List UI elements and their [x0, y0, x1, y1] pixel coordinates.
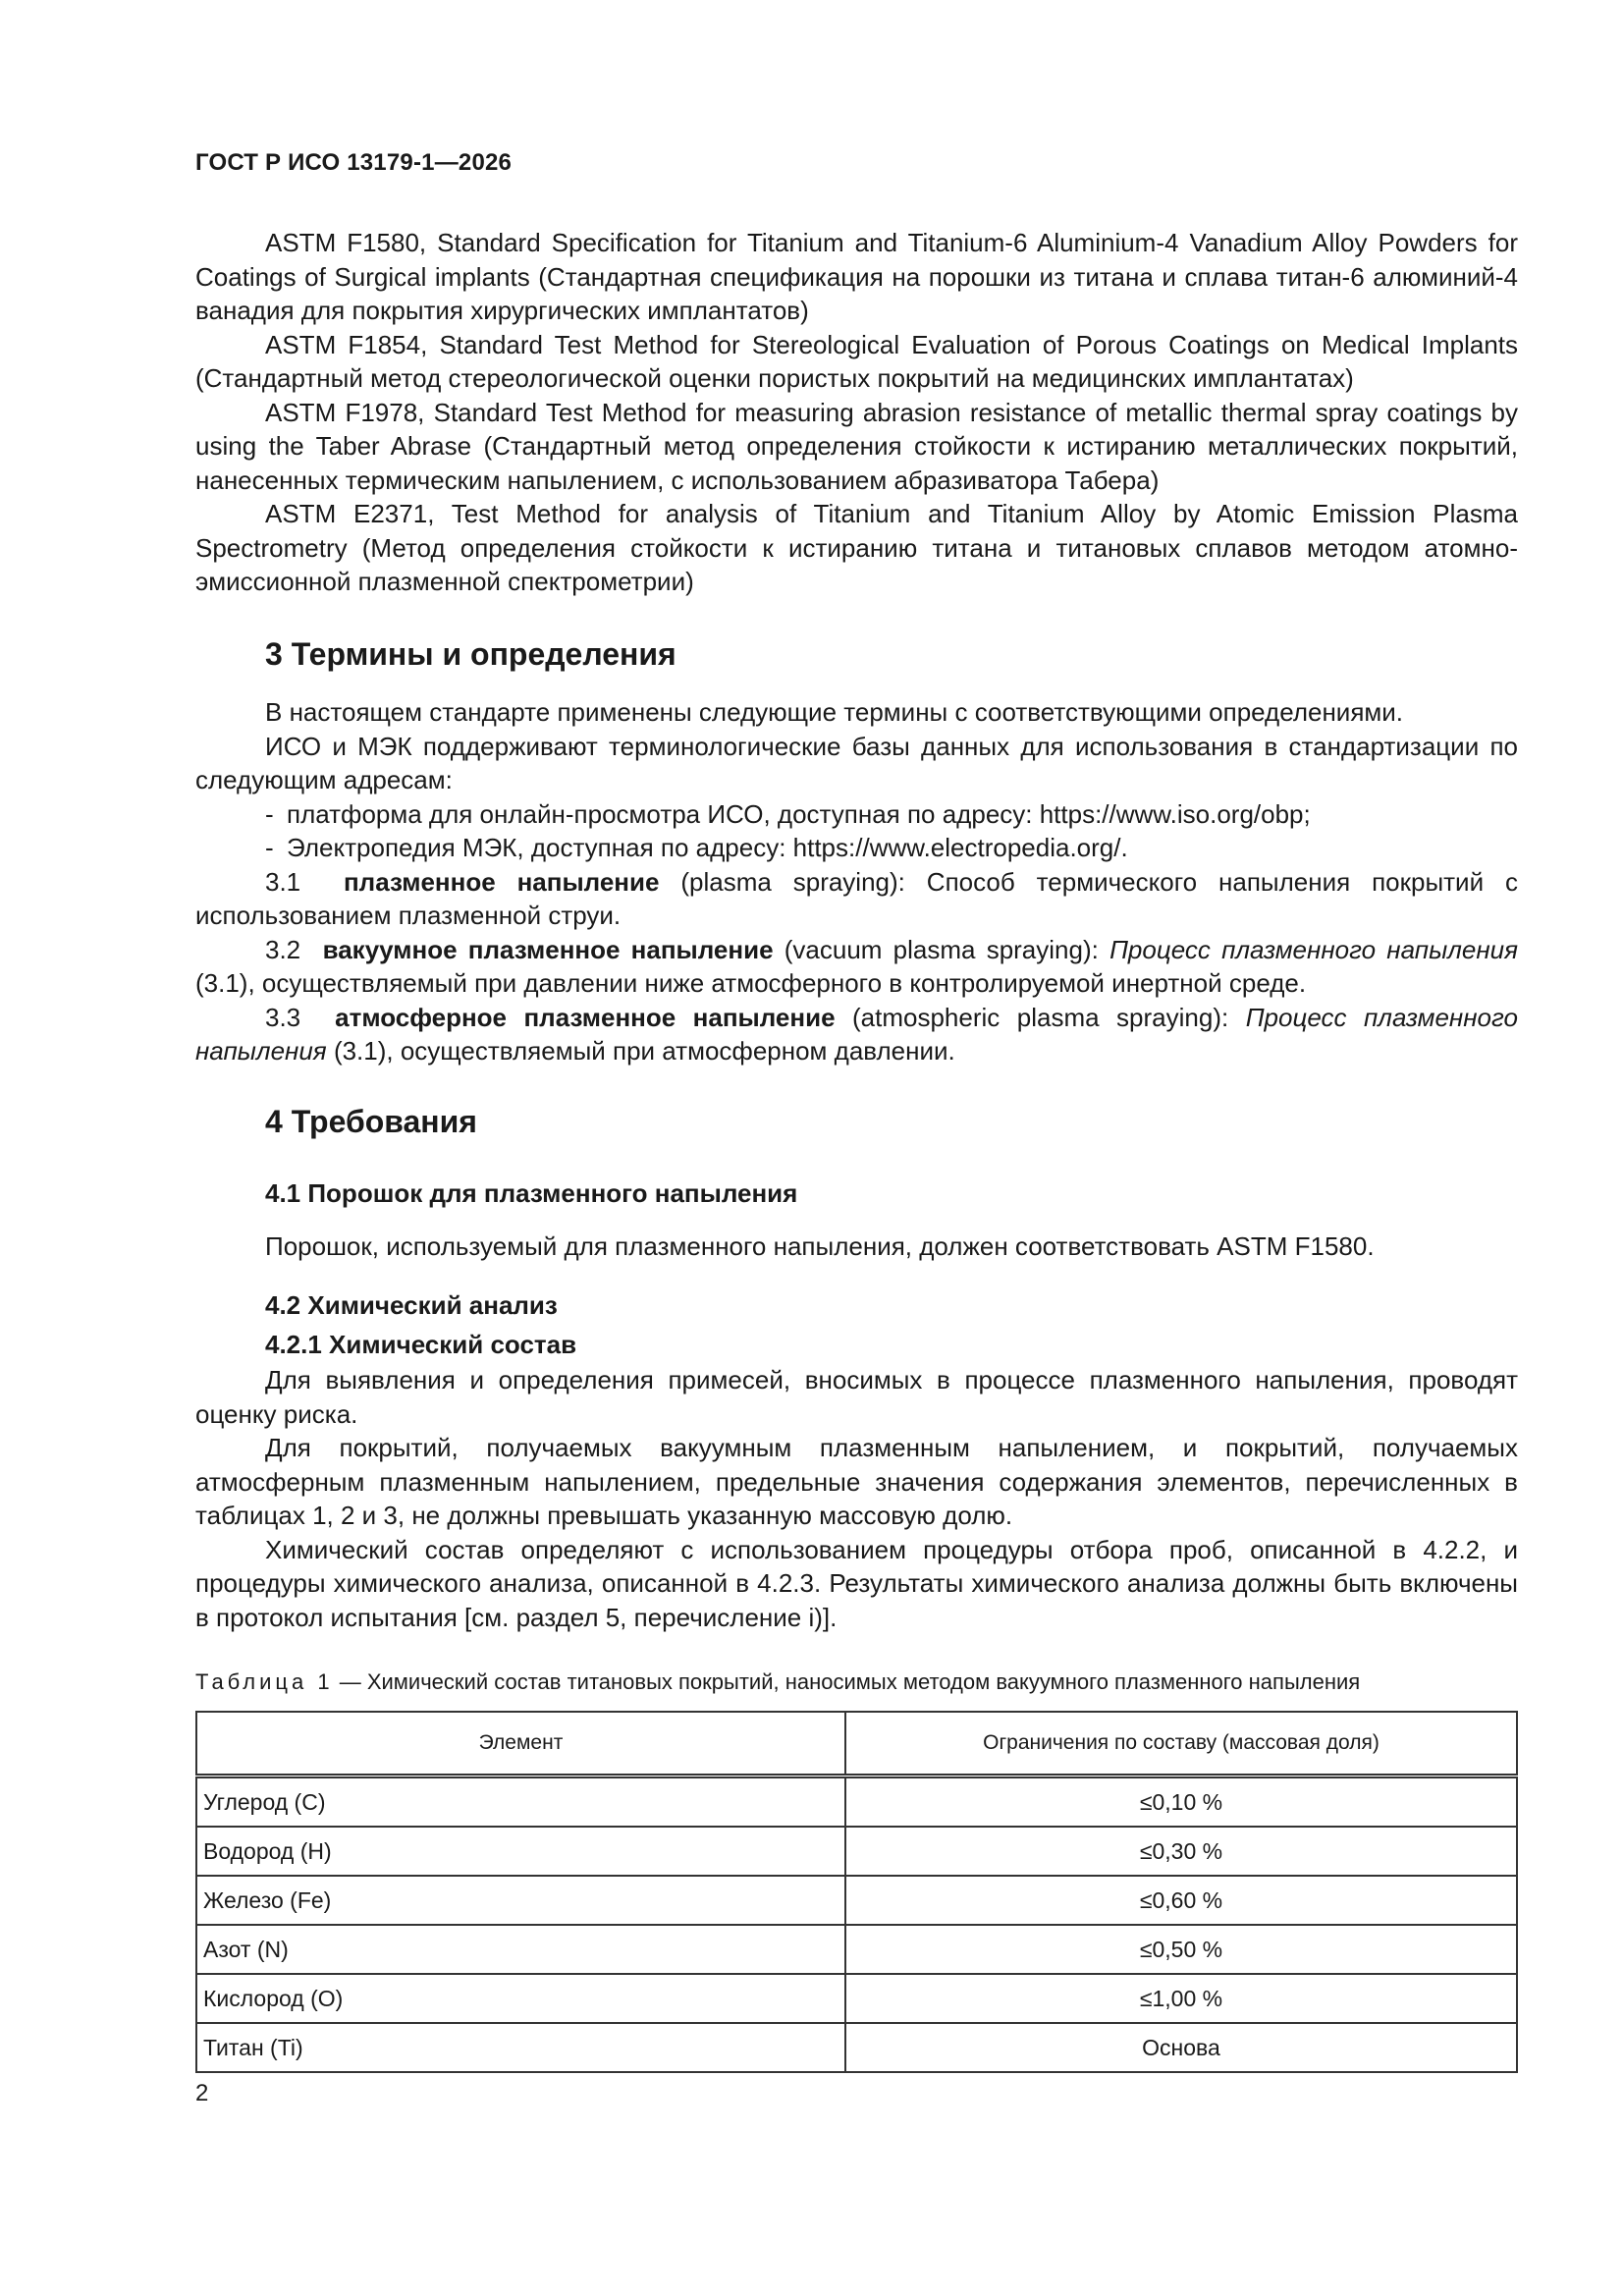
table-row [196, 1876, 1517, 1925]
normative-references-list [195, 226, 1518, 599]
element-cell: Железо (Fe) [196, 1876, 845, 1925]
limit-cell: ≤0,30 % [845, 1827, 1517, 1876]
section-4-1-heading: 4.1 Порошок для плазменного напыления [265, 1178, 798, 1208]
paragraph: Для покрытий, получаемых вакуумным плазменным напылением, и покрытий, получаемых атмосферным плазменным напылением, предельные значения содержания элементов, перечисленных в таблицах 1, 2 и 3, не должны превышать указанную массовую долю. [195, 1433, 1518, 1530]
table-row [196, 2023, 1517, 2072]
reference-item: ASTM F1580, Standard Specification for Titanium and Titanium-6 Aluminium-4 Vanadium Alloy Powders for Coatings of Surgical implants (Стандартная спецификация на порошки из титана и сплава титан-6 алюминий-4 ванадия для покрытия хирургических имплантатов) [195, 228, 1518, 325]
section-4-2-1-body [195, 1363, 1518, 1634]
term-name: плазменное напыление [343, 866, 660, 897]
document-header: ГОСТ Р ИСО 13179-1—2026 [195, 149, 513, 176]
limit-cell: ≤0,50 % [845, 1925, 1517, 1974]
reference-item: ASTM E2371, Test Method for analysis of Titanium and Titanium Alloy by Atomic Emission Plasma Spectrometry (Метод определения стойкости к истиранию титана и титановых сплавов методом атомно-эмиссионной плазменной спектрометрии) [195, 499, 1518, 596]
table-row [196, 1974, 1517, 2023]
table-1 [195, 1711, 1518, 2073]
section-4-2-heading: 4.2 Химический анализ [265, 1290, 558, 1320]
element-cell: Кислород (O) [196, 1974, 845, 2023]
section-4-1-text: Порошок, используемый для плазменного напыления, должен соответствовать ASTM F1580. [265, 1231, 1375, 1261]
term-name: атмосферное плазменное напыление [335, 1002, 836, 1032]
table-caption-text: — Химический состав титановых покрытий, наносимых методом вакуумного плазменного напыления [339, 1669, 1361, 1694]
element-cell: Водород (H) [196, 1827, 845, 1876]
element-cell: Титан (Ti) [196, 2023, 845, 2072]
term-3-2: 3.2 вакуумное плазменное напыление (vacuum plasma spraying): Процесс плазменного напыления (3.1), осуществляемый при давлении ниже атмосферного в контролируемой инертной среде. [195, 934, 1518, 998]
table-row [196, 1925, 1517, 1974]
limit-cell: ≤0,10 % [845, 1777, 1517, 1828]
limit-cell: Основа [845, 2023, 1517, 2072]
section-4-heading: 4 Требования [265, 1104, 477, 1139]
element-cell: Углерод (C) [196, 1777, 845, 1828]
table-row [196, 1827, 1517, 1876]
table-row [196, 1777, 1517, 1828]
table-1-caption [195, 1669, 1518, 1695]
element-cell: Азот (N) [196, 1925, 845, 1974]
column-header-limit: Ограничения по составу (массовая доля) [845, 1712, 1517, 1777]
limit-cell: ≤0,60 % [845, 1876, 1517, 1925]
term-3-3: 3.3 атмосферное плазменное напыление (atmospheric plasma spraying): Процесс плазменного напыления (3.1), осуществляемый при атмосферном давлении. [195, 1002, 1518, 1066]
section-3-intro: ИСО и МЭК поддерживают терминологические базы данных для использования в стандартизации по следующим адресам: [195, 731, 1518, 794]
reference-item: ASTM F1978, Standard Test Method for measuring abrasion resistance of metallic thermal spray coatings by using the Taber Abrase (Стандартный метод определения стойкости к истиранию металлических покрытий, нанесенных термическим напылением, с использованием абразиватора Табера) [195, 397, 1518, 495]
section-3-body [195, 695, 1518, 1068]
page-number: 2 [195, 2080, 209, 2106]
paragraph: Для выявления и определения примесей, вносимых в процессе плазменного напыления, проводят оценку риска. [195, 1365, 1518, 1429]
column-header-element: Элемент [196, 1712, 845, 1777]
list-item: - платформа для онлайн-просмотра ИСО, доступная по адресу: https://www.iso.org/obp; [265, 798, 1311, 829]
reference-item: ASTM F1854, Standard Test Method for Stereological Evaluation of Porous Coatings on Medical Implants (Стандартный метод стереологической оценки пористых покрытий на медицинских имплантатах) [195, 329, 1518, 393]
section-3-intro: В настоящем стандарте применены следующие термины с соответствующими определениями. [265, 697, 1404, 727]
table-header-row [196, 1712, 1517, 1777]
paragraph: Химический состав определяют с использованием процедуры отбора проб, описанной в 4.2.2, и процедуры химического анализа, описанной в 4.2.3. Результаты химического анализа должны быть включены в протокол испытания [см. раздел 5, перечисление i)]. [195, 1534, 1518, 1632]
limit-cell: ≤1,00 % [845, 1974, 1517, 2023]
term-3-1: 3.1 плазменное напыление (plasma spraying): Способ термического напыления покрытий с использованием плазменной струи. [195, 866, 1518, 930]
section-4-2-1-heading: 4.2.1 Химический состав [265, 1330, 577, 1359]
table-label: Таблица 1 [195, 1669, 334, 1694]
term-name: вакуумное плазменное напыление [322, 934, 774, 964]
section-3-heading: 3 Термины и определения [265, 636, 676, 672]
list-item: - Электропедия МЭК, доступная по адресу: https://www.electropedia.org/. [265, 833, 1128, 862]
